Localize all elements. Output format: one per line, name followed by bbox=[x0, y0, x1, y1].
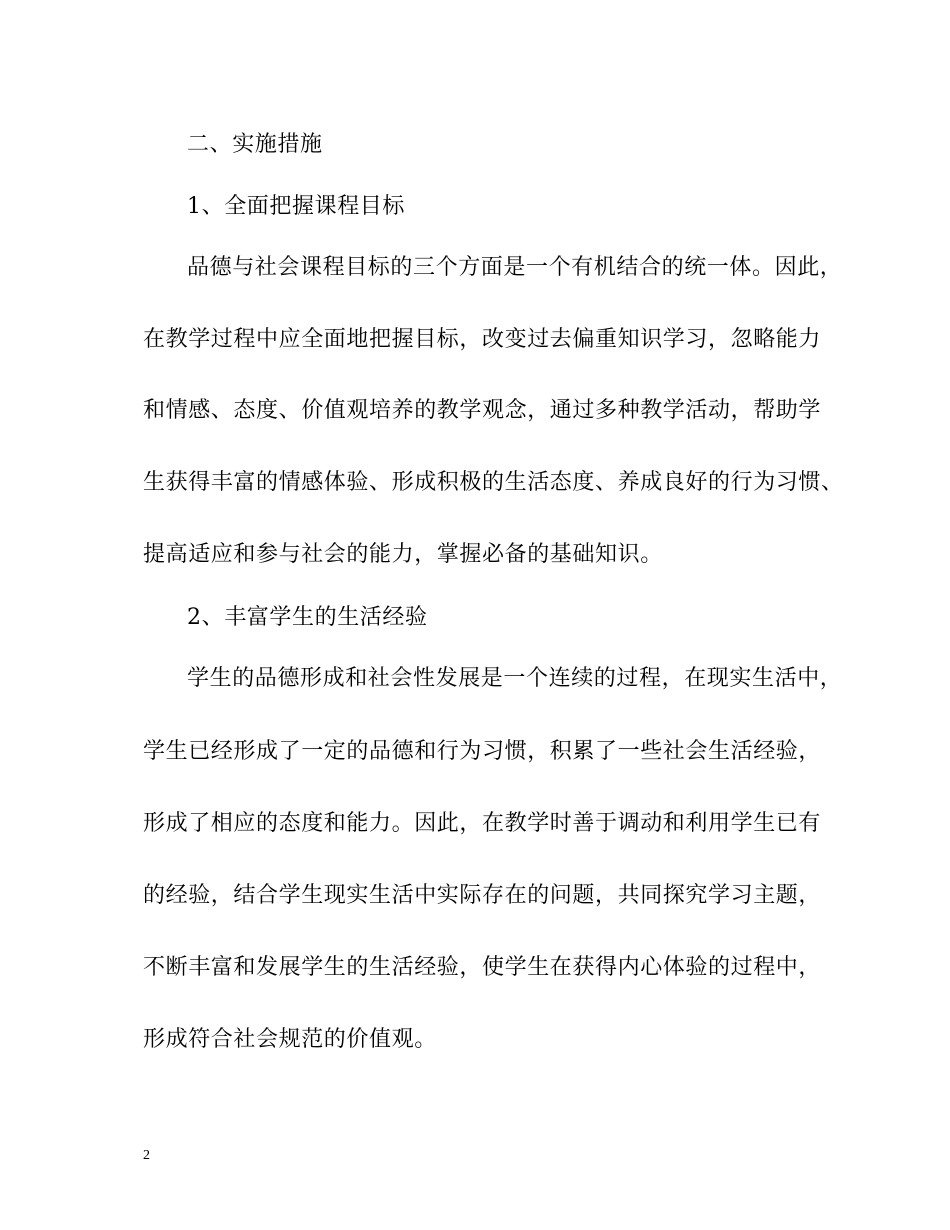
paragraph-line: 和情感、态度、价值观培养的教学观念，通过多种教学活动，帮助学 bbox=[143, 398, 822, 423]
page-number: 2 bbox=[143, 1148, 150, 1163]
paragraph-line: 形成了相应的态度和能力。因此，在教学时善于调动和利用学生已有 bbox=[143, 811, 822, 836]
section-heading: 二、实施措施 bbox=[187, 132, 323, 157]
paragraph-line: 生获得丰富的情感体验、形成积极的生活态度、养成良好的行为习惯、 bbox=[143, 470, 844, 495]
paragraph-line: 学生已经形成了一定的品德和行为习惯，积累了一些社会生活经验， bbox=[143, 739, 822, 764]
paragraph-line: 的经验，结合学生现实生活中实际存在的问题，共同探究学习主题， bbox=[143, 883, 822, 908]
subsection-heading-2: 2、丰富学生的生活经验 bbox=[187, 605, 428, 630]
subsection-heading-1: 1、全面把握课程目标 bbox=[187, 194, 405, 219]
paragraph-line: 不断丰富和发展学生的生活经验，使学生在获得内心体验的过程中， bbox=[143, 955, 822, 980]
paragraph-line: 在教学过程中应全面地把握目标，改变过去偏重知识学习，忽略能力 bbox=[143, 327, 822, 352]
paragraph-line: 提高适应和参与社会的能力，掌握必备的基础知识。 bbox=[143, 542, 663, 567]
paragraph-line: 形成符合社会规范的价值观。 bbox=[143, 1027, 437, 1052]
paragraph-line: 品德与社会课程目标的三个方面是一个有机结合的统一体。因此， bbox=[187, 255, 843, 280]
paragraph-line: 学生的品德形成和社会性发展是一个连续的过程，在现实生活中， bbox=[187, 666, 843, 691]
